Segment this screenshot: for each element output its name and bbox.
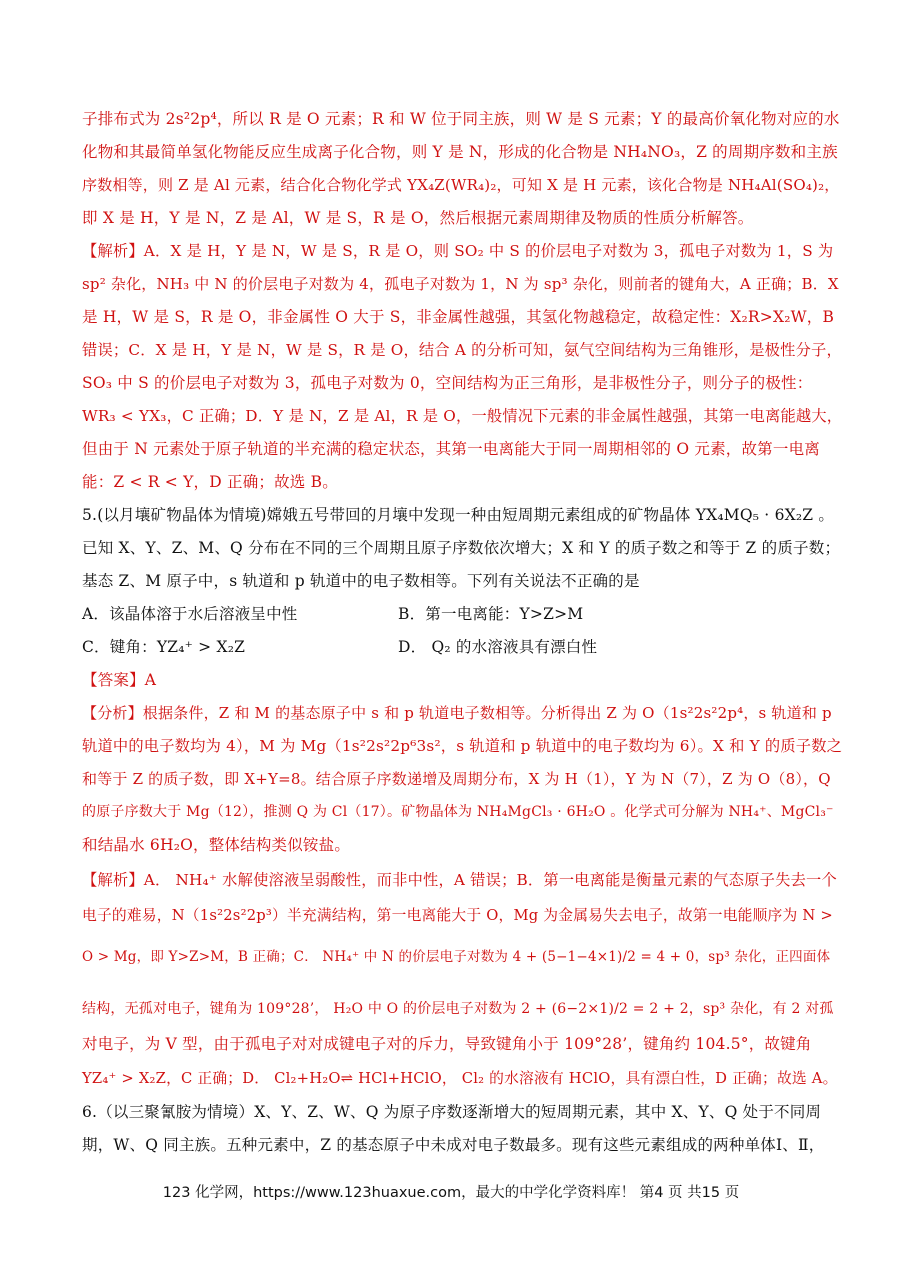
text-line: 【答案】A: [82, 671, 157, 689]
text-line: 5.(以月壤矿物晶体为情境)嫦娥五号带回的月壤中发现一种由短周期元素组成的矿物晶体 YX₄MQ₅ · 6X₂Z 。: [82, 506, 835, 524]
text-line: 结构，无孤对电子，键角为 109°28’， H₂O 中 O 的价层电子对数为 2 + (6−2×1)/2 = 2 + 2，sp³ 杂化，有 2 对孤: [82, 1001, 834, 1017]
text-line: SO₃ 中 S 的价层电子对数为 3，孤电子对数为 0，空间结构为正三角形，是非极性分子，则分子的极性：: [82, 374, 813, 392]
text-line: 子排布式为 2s²2p⁴，所以 R 是 O 元素；R 和 W 位于同主族，则 W 是 S 元素；Y 的最高价氧化物对应的水: [82, 110, 840, 128]
text-line: YZ₄⁺ > X₂Z，C 正确；D． Cl₂+H₂O⇌ HCl+HClO， Cl₂ 的水溶液有 HClO，具有漂白性，D 正确；故选 A。: [82, 1070, 838, 1087]
text-line: 【解析】A．X 是 H，Y 是 N，W 是 S，R 是 O，则 SO₂ 中 S 的价层电子对数为 3，孤电子对数为 1，S 为: [82, 242, 834, 260]
text-line: C．键角：YZ₄⁺ > X₂Z: [82, 638, 246, 656]
text-line: 轨道中的电子数均为 4），M 为 Mg（1s²2s²2p⁶3s²，s 轨道和 p 轨道中的电子数均为 6）。X 和 Y 的质子数之: [82, 737, 843, 755]
text-line: 但由于 N 元素处于原子轨道的半充满的稳定状态，其第一电离能大于同一周期相邻的 O 元素，故第一电离: [82, 440, 820, 458]
text-line: 化物和其最简单氢化物能反应生成离子化合物，则 Y 是 N，形成的化合物是 NH₄NO₃，Z 的周期序数和主族: [82, 143, 838, 161]
text-line: 基态 Z、M 原子中，s 轨道和 p 轨道中的电子数相等。下列有关说法不正确的是: [82, 572, 640, 590]
text-line: 【解析】A． NH₄⁺ 水解使溶液呈弱酸性，而非中性，A 错误；B．第一电离能是衡量元素的气态原子失去一个: [82, 871, 837, 889]
option-item: B．第一电离能：Y>Z>M: [398, 605, 584, 623]
text-line: 是 H，W 是 S，R 是 O，非金属性 O 大于 S，非金属性越强，其氢化物越稳定，故稳定性：X₂R>X₂W，B: [82, 308, 835, 326]
text-line: WR₃ < YX₃，C 正确；D．Y 是 N，Z 是 Al，R 是 O，一般情况下元素的非金属性越强，其第一电离能越大，: [82, 407, 843, 425]
text-line: 对电子，为 V 型，由于孤电子对对成键电子对的斥力，导致键角小于 109°28’，键角约 104.5°，故键角: [82, 1035, 812, 1053]
text-line: A．该晶体溶于水后溶液呈中性: [82, 605, 298, 623]
text-line: 的原子序数大于 Mg（12），推测 Q 为 Cl（17）。矿物晶体为 NH₄MgCl₃ · 6H₂O 。化学式可分解为 NH₄⁺、MgCl₃⁻: [82, 804, 834, 820]
text-line: 6.（以三聚氰胺为情境）X、Y、Z、W、Q 为原子序数逐渐增大的短周期元素，其中 X、Y、Q 处于不同周: [82, 1103, 822, 1121]
text-line: sp² 杂化，NH₃ 中 N 的价层电子对数为 4，孤电子对数为 1，N 为 sp³ 杂化，则前者的键角大，A 正确；B．X: [82, 275, 839, 293]
text-line: 和结晶水 6H₂O，整体结构类似铵盐。: [82, 836, 351, 854]
text-line: O > Mg，即 Y>Z>M，B 正确；C． NH₄⁺ 中 N 的价层电子对数为 4 + (5−1−4×1)/2 = 4 + 0，sp³ 杂化，正四面体: [82, 949, 831, 965]
text-line: 【分析】根据条件，Z 和 M 的基态原子中 s 和 p 轨道电子数相等。分析得出 Z 为 O（1s²2s²2p⁴，s 轨道和 p: [82, 704, 832, 722]
text-line: 错误；C．X 是 H，Y 是 N，W 是 S，R 是 O，结合 A 的分析可知，氨气空间结构为三角锥形，是极性分子，: [82, 341, 842, 359]
text-line: 期，W、Q 同主族。五种元素中，Z 的基态原子中未成对电子数最多。现有这些元素组成的两种单体Ⅰ、Ⅱ，: [82, 1136, 825, 1154]
option-item: D． Q₂ 的水溶液具有漂白性: [398, 638, 598, 656]
text-line: 序数相等，则 Z 是 Al 元素，结合化合物化学式 YX₄Z(WR₄)₂，可知 X 是 H 元素，该化合物是 NH₄Al(SO₄)₂，: [82, 176, 840, 194]
text-line: 即 X 是 H，Y 是 N，Z 是 Al，W 是 S，R 是 O，然后根据元素周期律及物质的性质分析解答。: [82, 209, 754, 227]
text-line: 电子的难易，N（1s²2s²2p³）半充满结构，第一电离能大于 O，Mg 为金属易失去电子，故第一电能顺序为 N >: [82, 907, 833, 924]
text-line: 能：Z < R < Y，D 正确；故选 B。: [82, 473, 338, 491]
page-footer: 123 化学网，https://www.123huaxue.com，最大的中学化学资料库！ 第4 页 共15 页: [162, 1185, 740, 1201]
text-line: 已知 X、Y、Z、M、Q 分布在不同的三个周期且原子序数依次增大；X 和 Y 的质子数之和等于 Z 的质子数；: [82, 539, 841, 557]
text-line: 和等于 Z 的质子数，即 X+Y=8。结合原子序数递增及周期分布，X 为 H（1），Y 为 N（7），Z 为 O（8），Q: [82, 770, 831, 788]
